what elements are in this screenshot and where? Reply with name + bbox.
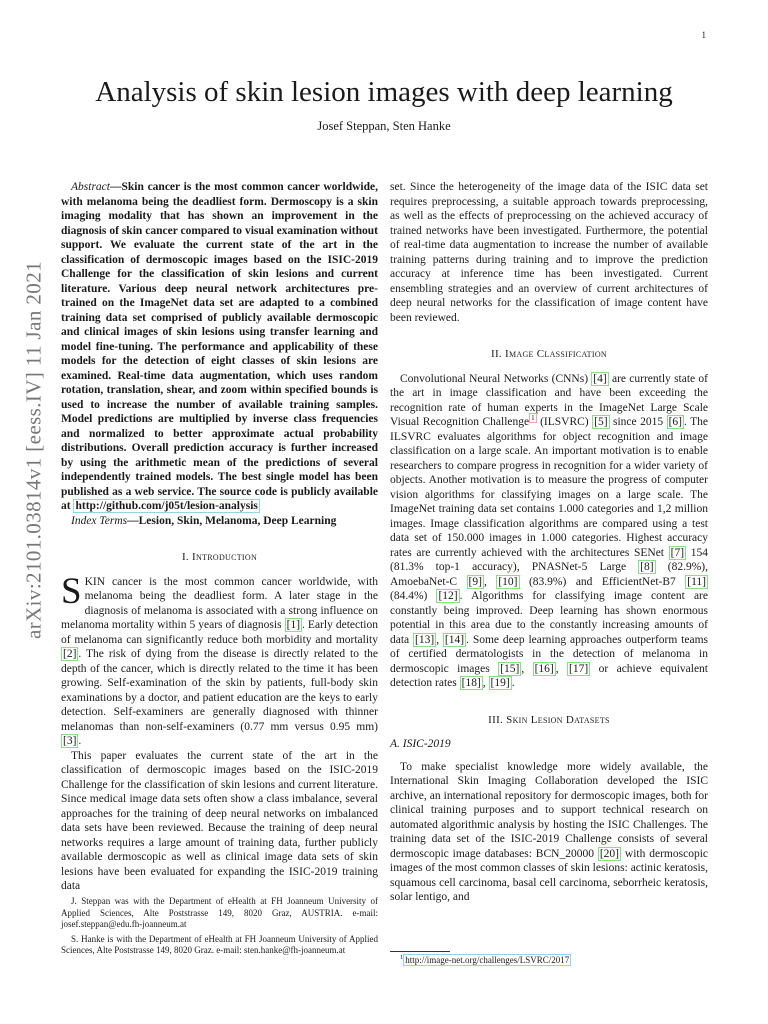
section-heading-image-classification: II. Image Classification xyxy=(490,348,607,360)
citation-link[interactable]: [7] xyxy=(670,546,685,559)
subsection-heading-isic-2019: A. ISIC-2019 xyxy=(390,738,451,750)
citation-link[interactable]: [15] xyxy=(500,662,520,675)
section-heading-datasets: III. Skin Lesion Datasets xyxy=(488,713,610,726)
citation-link[interactable]: [8] xyxy=(640,561,654,573)
footnote-ref[interactable]: 1 xyxy=(531,414,535,423)
citation-link[interactable]: [6] xyxy=(668,416,682,428)
ic-text: (ILSVRC) xyxy=(536,416,593,428)
citation-link[interactable]: [9] xyxy=(468,575,482,588)
ic-text: . xyxy=(511,677,515,689)
intro-text-b: . Early detection of melanoma can significantly reduce both morbidity and mortality xyxy=(61,619,378,646)
intro-paragraph-2-continued: set. Since the heterogeneity of the image data of the ISIC data set requires preprocessing, a suitable approach towards preprocessing, as well as the effects of preprocessing on the achieved accuracy of trained networks have been investigated. Furthermore, the potential of real-time data augmentation to increase the number of available training patterns during training and to improve the prediction accuracy at inference time has been investigated. Current ensembling strategies and an overview of current architectures of deep neural networks for the classification of image content have been reviewed. xyxy=(390,181,708,324)
intro-paragraph-1 xyxy=(61,570,378,749)
ic-text: or achieve equivalent detection rates xyxy=(390,662,709,689)
ic-sep: , xyxy=(521,662,533,675)
citation-link[interactable]: [3] xyxy=(63,735,77,747)
left-column xyxy=(61,180,378,894)
ic-text: are currently state of the art in image classification and have been exceeding the recognition rate of human experts in the ImageNet Large Scale Visual Recognition Challenge xyxy=(390,372,708,428)
author-footnotes xyxy=(61,896,378,960)
abstract-text: Skin cancer is the most common cancer worldwide, with melanoma being the deadliest form. Dermoscopy is a skin imaging modality that has shown an improvement in the diagnosis of skin cancer compared to visual examination without support. We evaluate the current state of the art in the classification of dermoscopic images based on the ISIC-2019 Challenge for the classification of skin lesions and current literature. Various deep neural network architectures pre-trained on the ImageNet data set are adapted to a combined training data set comprised of publicly available dermoscopic and clinical images of skin lesions using transfer learning and model fine-tuning. The performance and applicability of these models for the detection of eight classes of skin lesions are examined. Real-time data augmentation, which uses random rotation, translation, shear, and zoom within specified bounds is used to increase the number of available training samples. Model predictions are multiplied by inverse class frequencies and normalized to better approximate actual probability distributions. Overall prediction accuracy is further increased by using the arithmetic mean of the predictions of several independently trained models. The best single model has been published as a web service. The source code is publicly available at xyxy=(61,181,378,512)
citation-link[interactable]: [18] xyxy=(461,677,481,689)
abstract-label: Abstract xyxy=(71,181,110,193)
isic-paragraph xyxy=(390,760,708,905)
footnote-author-2: S. Hanke is with the Department of eHealth at FH Joanneum University of Applied Sciences, Alte Poststrasse 149, 8020 Graz. e-mail: sten.hanke@fh-joanneum.at xyxy=(61,933,378,955)
citation-link[interactable]: [20] xyxy=(599,847,620,860)
citation-link[interactable]: [5] xyxy=(594,416,608,428)
ic-text: 154 (81.3% top-1 accuracy), PNASNet-5 Large xyxy=(390,546,708,573)
drop-cap: S xyxy=(61,570,82,612)
index-terms-dash: — xyxy=(127,514,139,527)
isic-text: To make specialist knowledge more widely available, the International Skin Imaging Collaboration developed the ISIC archive, an international repository for dermoscopic images, both for clinical training purposes and to support technical research on automated algorithmic analysis by hosting the ISIC Challenges. The training data set of the ISIC-2019 Challenge consists of several dermoscopic image databases: BCN_20000 xyxy=(390,760,708,860)
intro-paragraph-2: This paper evaluates the current state of the art in the classification of dermoscopic images based on the ISIC-2019 Challenge for the classification of skin lesions and current literature. Since medical image data sets often show a class imbalance, several approaches for the training of deep neural networks on imbalanced data sets have been reviewed. Because the training of deep neural networks requires a large amount of training data, further publicly available dermoscopic as well as clinical image data sets of skin lesions have been evaluated for expanding the ISIC-2019 training data xyxy=(61,749,378,892)
footnote-link[interactable]: http://image-net.org/challenges/LSVRC/2017 xyxy=(405,955,570,965)
ic-text: since 2015 xyxy=(609,416,667,428)
citation-link[interactable]: [10] xyxy=(498,575,518,588)
index-terms-label: Index Terms xyxy=(71,514,128,527)
ic-text: (84.4%) xyxy=(390,590,437,602)
citation-link[interactable]: [16] xyxy=(534,662,554,675)
isic-text: with dermoscopic images of the most common classes of skin lesions: actinic keratosis, squamous cell carcinoma, basal cell carcinoma, seborrheic keratosis, solar lentigo, and xyxy=(390,847,709,903)
abstract-dash: — xyxy=(109,181,122,193)
citation-link[interactable]: [17] xyxy=(569,662,589,675)
index-terms-text: Lesion, Skin, Melanoma, Deep Learning xyxy=(138,514,337,527)
intro-first-word: KIN xyxy=(84,575,106,588)
citation-link[interactable]: [19] xyxy=(490,677,510,689)
footnote-1 xyxy=(400,955,571,965)
citation-link[interactable]: [14] xyxy=(444,633,465,646)
ic-sep: , xyxy=(482,677,489,689)
ic-text: . Algorithms for classifying image content are constantly being improved. Deep learning has shown enormous potential in this area due to the constantly increasing amounts of data xyxy=(390,590,708,646)
footnote-number: 1 xyxy=(400,954,404,961)
ic-text: . Some deep learning approaches outperform teams of certified dermatologists in the detection of melanoma in dermoscopic images xyxy=(390,633,708,675)
intro-text-c: . The risk of dying from the disease is directly related to the depth of the cancer, which is directly related to the time it has been growing. Self-examination of the skin by patients, full-body skin examinations by a doctor, and patient education are the keys to early detection. Self-examiners are generally diagnosed with thinner melanomas than non-self-examiners (0.77 mm versus 0.95 mm) xyxy=(61,648,378,733)
index-terms xyxy=(61,514,378,529)
citation-link[interactable]: [12] xyxy=(438,590,458,602)
citation-link[interactable]: [2] xyxy=(63,648,77,660)
citation-link[interactable]: [4] xyxy=(593,372,607,385)
ic-text: Convolutional Neural Networks (CNNs) xyxy=(400,372,592,385)
ic-sep: , xyxy=(436,633,443,646)
ic-sep: , xyxy=(555,662,568,675)
intro-text-a: cancer is the most common cancer worldwide, with melanoma being the deadliest form. A later stage in the diagnosis of melanoma is associated with a strong influence on melanoma mortality within 5 years of diagnosis xyxy=(61,575,378,631)
citation-link[interactable]: [1] xyxy=(286,619,301,631)
image-classification-paragraph xyxy=(390,372,708,691)
paper-title: Analysis of skin lesion images with deep learning xyxy=(95,76,673,108)
ic-sep: , xyxy=(483,575,497,588)
citation-link[interactable]: [11] xyxy=(687,575,706,588)
right-column xyxy=(390,180,708,905)
section-heading-introduction: I. Introduction xyxy=(181,551,258,563)
source-code-link[interactable]: http://github.com/j05t/lesion-analysis xyxy=(75,500,258,512)
citation-link[interactable]: [13] xyxy=(415,633,435,646)
arxiv-identifier: arXiv:2101.03814v1 [eess.IV] 11 Jan 2021 xyxy=(21,261,46,639)
intro-text-d: . xyxy=(78,735,82,747)
footnote-rule xyxy=(390,951,450,952)
footnote-author-1: J. Steppan was with the Department of eHealth at FH Joanneum University of Applied Sciences, Alte Poststrasse 149, 8020 Graz, AUSTRIA. e-mail: josef.steppan@edu.fh-joanneum.at xyxy=(61,896,378,929)
abstract xyxy=(61,180,378,514)
ic-text: (83.9%) and EfficientNet-B7 xyxy=(519,575,686,588)
paper-authors: Josef Steppan, Sten Hanke xyxy=(317,119,451,133)
ic-text: (82.9%), AmoebaNet-C xyxy=(390,561,708,588)
page-number: 1 xyxy=(701,30,706,40)
ic-text: . The ILSVRC evaluates algorithms for object recognition and image classification on a large scale. An important motivation is to enable researchers to compare progress in recognition for a wider variety of objects. Another motivation is to measure the progress of computer vision algorithms for classifying images on a large scale. The ImageNet training data set contains 1.000 categories and 1,2 million images. Image classification algorithms are compared using a test data set of 150.000 images in 1.000 categories. Highest accuracy rates are currently achieved with the architectures SENet xyxy=(390,416,708,559)
